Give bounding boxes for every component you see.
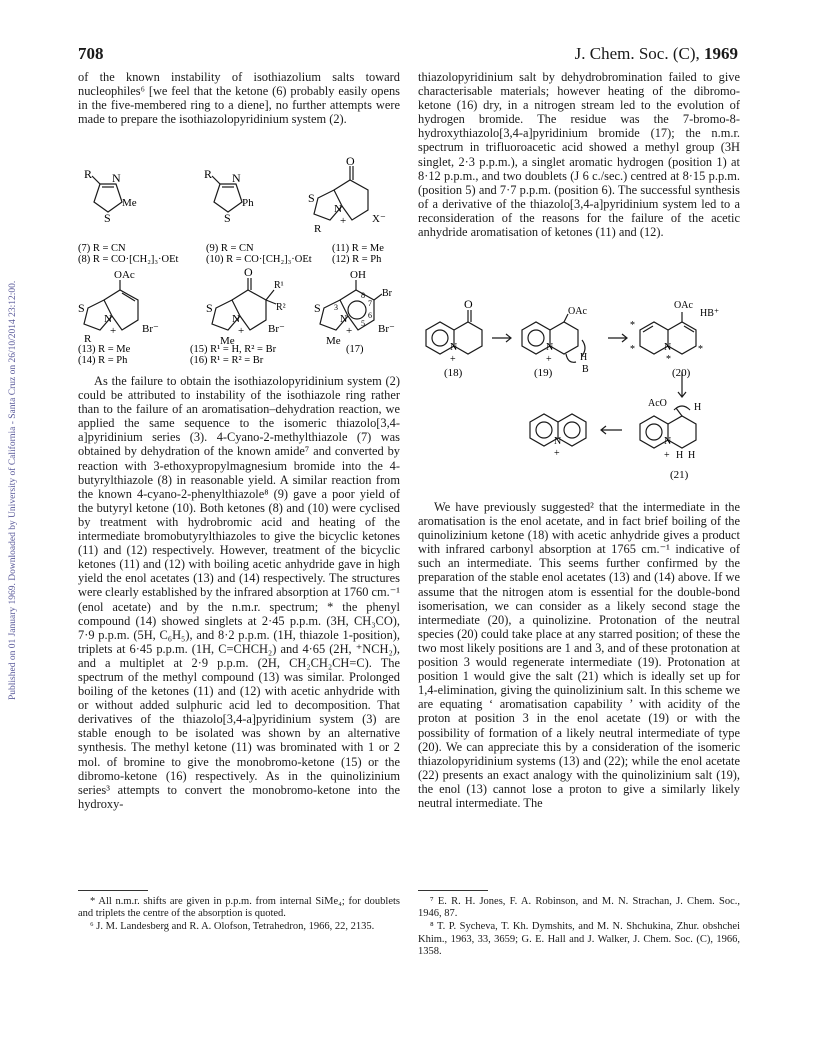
plus-label-17: +	[346, 325, 353, 337]
caption-17: (17)	[346, 344, 364, 355]
page-number: 708	[78, 44, 104, 63]
s-label-13: S	[78, 301, 85, 315]
h-top-label-21: H	[694, 402, 702, 413]
r-label-9: R	[204, 167, 213, 181]
col2-footnote-rule	[418, 890, 488, 891]
pos-5-17: 5	[361, 319, 365, 328]
oac-label-20: OAc	[674, 300, 693, 311]
publication-side-note: Published on 01 January 1969. Downloaded by University of California - Santa Cruz on 26/10/2014 23:12:00.	[8, 280, 18, 700]
oac-label-13: OAc	[114, 269, 135, 281]
plus-label-21: +	[664, 450, 670, 461]
caption-14: (14) R = Ph	[78, 355, 128, 366]
plus-label-13: +	[110, 325, 117, 337]
me-label-7: Me	[122, 197, 137, 209]
col1-para1-text: of the known instability of isothiazolium salts toward nucleophiles⁶ [we feel that the ketone (6) probably easily opens in the five-membered ring to a diene], no further attempts were made to prepare the isothiazolopyridinium system (2).	[78, 70, 400, 127]
me-label-17: Me	[326, 335, 341, 347]
h-bottom-right-21: H	[688, 450, 696, 461]
caption-13: (13) R = Me	[78, 344, 131, 355]
caption-10: (10) R = CO·[CH₂]₃·OEt	[206, 254, 312, 264]
caption-18: (18)	[444, 367, 463, 379]
n-label-15: N	[232, 313, 240, 325]
r-label-13: R	[84, 333, 92, 345]
hb-label-20: HB⁺	[700, 308, 720, 319]
h-bottom-left-21: H	[676, 450, 684, 461]
n-label-product: N	[554, 436, 562, 447]
plus-label-product: +	[554, 448, 560, 459]
star-4-20: *	[666, 354, 671, 365]
me-label-15: Me	[220, 335, 235, 347]
o-label-15: O	[244, 266, 253, 279]
caption-21: (21)	[670, 469, 689, 481]
col1-footnote-rule	[78, 890, 148, 891]
s-label-15: S	[206, 301, 213, 315]
br-label-15: Br⁻	[268, 323, 285, 335]
b-label-19: B	[582, 364, 589, 375]
r-label-7: R	[84, 167, 93, 181]
col2-para2-text: We have previously suggested² that the intermediate in the aromatisation is the enol acetate, and in fact brief boiling of the quinolizinium ketone (18) with acetic anhydride gives a product with infrared carbonyl absorption at 1765 cm.⁻¹ indicative of such an intermediate. This seems further confirmed by the preparation of the stable enol acetates (13) and (14) above. If we assume that the nitrogen atom is essential for the double-bond isomerisation, we can consider as a likely second stage the intermediate (20), a quinolizine. Protonation of the neutral species (20) could take place at any starred position; of these the two most likely positions are 1 and 3, and of these protonation at position 3 would regenerate intermediate (19). Protonation at position 1 would give the salt (21) which is ideally set up for 1,4-elimination, giving the quinolizinium salt. In this scheme we are equating ‘ aromatisation capability ’ with acidity of the proton at position 3 in the enol acetate (19) or with the possibility of formation of a likely neutral intermediate of type (20). We can appreciate this by a consideration of the isomeric thiazolopyridinium systems (13) and (22); while the enol acetate (22) presents an exact analogy with the quinolizinium salt (19), the enol (13) cannot lose a proton to give a similarly likely neutral intermediate. The	[418, 500, 740, 810]
caption-11: (11) R = Me	[332, 243, 384, 254]
caption-20: (20)	[672, 367, 691, 379]
plus-label-15: +	[238, 325, 245, 337]
pos-6-17: 6	[368, 311, 372, 320]
journal-year: 1969	[704, 44, 738, 63]
col1-para2	[78, 374, 400, 811]
col1-para1	[78, 70, 400, 126]
o-label-11: O	[346, 156, 355, 168]
oac-label-19: OAc	[568, 306, 587, 317]
caption-12: (12) R = Ph	[332, 254, 382, 264]
footnote-7: ⁷ E. R. H. Jones, F. A. Robinson, and M. N. Strachan, J. Chem. Soc., 1946, 87.	[418, 896, 740, 920]
col2-para1	[418, 70, 740, 239]
o-label-18: O	[464, 297, 473, 311]
x-label-11: X⁻	[372, 213, 386, 225]
pos-3-17: 3	[334, 303, 338, 312]
journal-name: J. Chem. Soc. (C),	[574, 44, 700, 63]
caption-15: (15) R¹ = H, R² = Br	[190, 344, 277, 355]
n-label-7: N	[112, 171, 121, 185]
plus-label-11: +	[340, 215, 347, 227]
n-label-20: N	[664, 342, 672, 353]
caption-8: (8) R = CO·[CH₂]₃·OEt	[78, 254, 179, 264]
br-label-17: Br⁻	[378, 323, 395, 335]
s-label-17: S	[314, 301, 321, 315]
s-label-11: S	[308, 191, 315, 205]
caption-7: (7) R = CN	[78, 243, 126, 254]
n-label-19: N	[546, 342, 554, 353]
plus-label-19: +	[546, 354, 552, 365]
oh-label-17: OH	[350, 269, 366, 281]
caption-16: (16) R¹ = R² = Br	[190, 355, 264, 366]
col1-footnotes	[78, 896, 400, 935]
aco-label-21: AcO	[648, 398, 667, 409]
star-1-20: *	[630, 320, 635, 331]
r2-label-15: R²	[276, 302, 286, 313]
col2-para1-text: thiazolopyridinium salt by dehydrobromination failed to give characterisable materials; however heating of the dibromo-ketone (16) dry, in a nitrogen stream led to the evolution of hydrogen bromide. The residue was the 7-bromo-8-hydroxythiazolo[3,4-a]pyridinium bromide (17); the n.m.r. spectrum in trifluoroacetic acid showed a methyl group (3H singlet, 2·3 p.p.m.), a singlet aromatic hydrogen (position 1) at 8·12 p.p.m., and two doublets (J 6 c./sec.) centred at 8·15 p.p.m. (position 5) and 7·7 p.p.m. (position 6). The successful synthesis of a derivative of the thiazolo[3,4-a]pyridinium system led to a reconsideration of the reasons for the failure of the acetic anhydride aromatisation of ketones (11) and (12).	[418, 70, 740, 240]
n-label-18: N	[450, 342, 458, 353]
n-label-13: N	[104, 313, 112, 325]
structures-7-to-12	[78, 156, 408, 264]
footnote-8: ⁸ T. P. Sycheva, T. Kh. Dymshits, and M. N. Shchukina, Zhur. obshchei Khim., 1963, 33, 3659; G. E. Hall and J. Walker, J. Chem. Soc. (C), 1966, 1358.	[418, 921, 740, 957]
star-3-20: *	[698, 344, 703, 355]
pos-7-17: 7	[368, 299, 372, 308]
pos-8-17: 8	[361, 291, 365, 300]
caption-9: (9) R = CN	[206, 243, 254, 254]
footnote-6: ⁶ J. M. Landesberg and R. A. Olofson, Tetrahedron, 1966, 22, 2135.	[90, 921, 375, 933]
n-label-11: N	[334, 203, 342, 215]
col2-para2	[418, 500, 740, 810]
journal-header	[575, 44, 738, 64]
col2-footnotes	[418, 896, 740, 959]
caption-19: (19)	[534, 367, 553, 379]
n-label-9: N	[232, 171, 241, 185]
br-label-13: Br⁻	[142, 323, 159, 335]
h-label-19: H	[580, 352, 588, 363]
star-2-20: *	[630, 344, 635, 355]
structures-13-to-17	[78, 266, 408, 366]
plus-label-18: +	[450, 354, 456, 365]
reaction-scheme	[418, 294, 740, 494]
br-sub-label-17: Br	[382, 288, 392, 299]
n-label-17: N	[340, 314, 348, 325]
s-label-9: S	[224, 211, 231, 225]
n-label-21: N	[664, 436, 672, 447]
s-label-7: S	[104, 211, 111, 225]
ph-label-9: Ph	[242, 197, 254, 209]
col1-para2-text: As the failure to obtain the isothiazolopyridinium system (2) could be attributed to instability of the isothiazole ring rather than to the failure of an aromatisation–dehydration reaction, we applied the same sequence to the isomeric thiazolo[3,4-a]pyridinium series (3). 4-Cyano-2-methylthiazole (7) was obtained by dehydration of the known amide⁷ and converted by reaction with 3-ethoxypropylmagnesium bromide into the 4-butyrylthiazole (8) in reasonable yield. A similar reaction from the known 4-cyano-2-phenylthiazole⁸ (9) gave a poor yield of the butyryl ketone (10). Both ketones (8) and (10) were cyclised by treatment with hydrobromic acid and heating of the intermediate bromobutyrylthiazoles to give the bicyclic ketones (11) and (12) respectively. However, treatment of the bicyclic ketones (11) and (12) with boiling acetic anhydride gave in high yield the enol acetates (13) and (14) respectively. The structures were clearly established by the infrared absorption at 1760 cm.⁻¹ (enol acetate) and by the n.m.r. spectrum; * the phenyl compound (14) showed singlets at 2·45 p.p.m. (3H, CH₃CO), 7·9 p.p.m. (5H, C₆H₅), and 8·2 p.p.m. (1H, thiazole 1-position), triplets at 6·45 p.p.m. (1H, C=CHCH₂) and 4·65 (2H, ⁺NCH₂), and a multiplet at 2·9 p.p.m. (2H, CH₂CH₂CH=C). The spectrum of the methyl compound (13) was similar. Prolonged boiling of the ketones (11) and (12) with acetic anhydride with or without added sulphuric acid led to decomposition. That derivatives of the thiazolo[3,4-a]pyridinium system (3) are stable enough to be isolated was shown by an alternative synthesis. The methyl ketone (11) was brominated with 1 or 2 mol. of bromine to give the monobromo-ketone (15) or the dibromo-ketone (16) respectively. As in the quinolizinium series³ attempts to convert the monobromo-ketone into the hydroxy-	[78, 374, 400, 811]
r1-label-15: R¹	[274, 280, 284, 291]
footnote-star: * All n.m.r. shifts are given in p.p.m. from internal SiMe₄; for doublets and triplets the centre of the absorption is quoted.	[78, 896, 400, 920]
r-label-11: R	[314, 223, 322, 235]
